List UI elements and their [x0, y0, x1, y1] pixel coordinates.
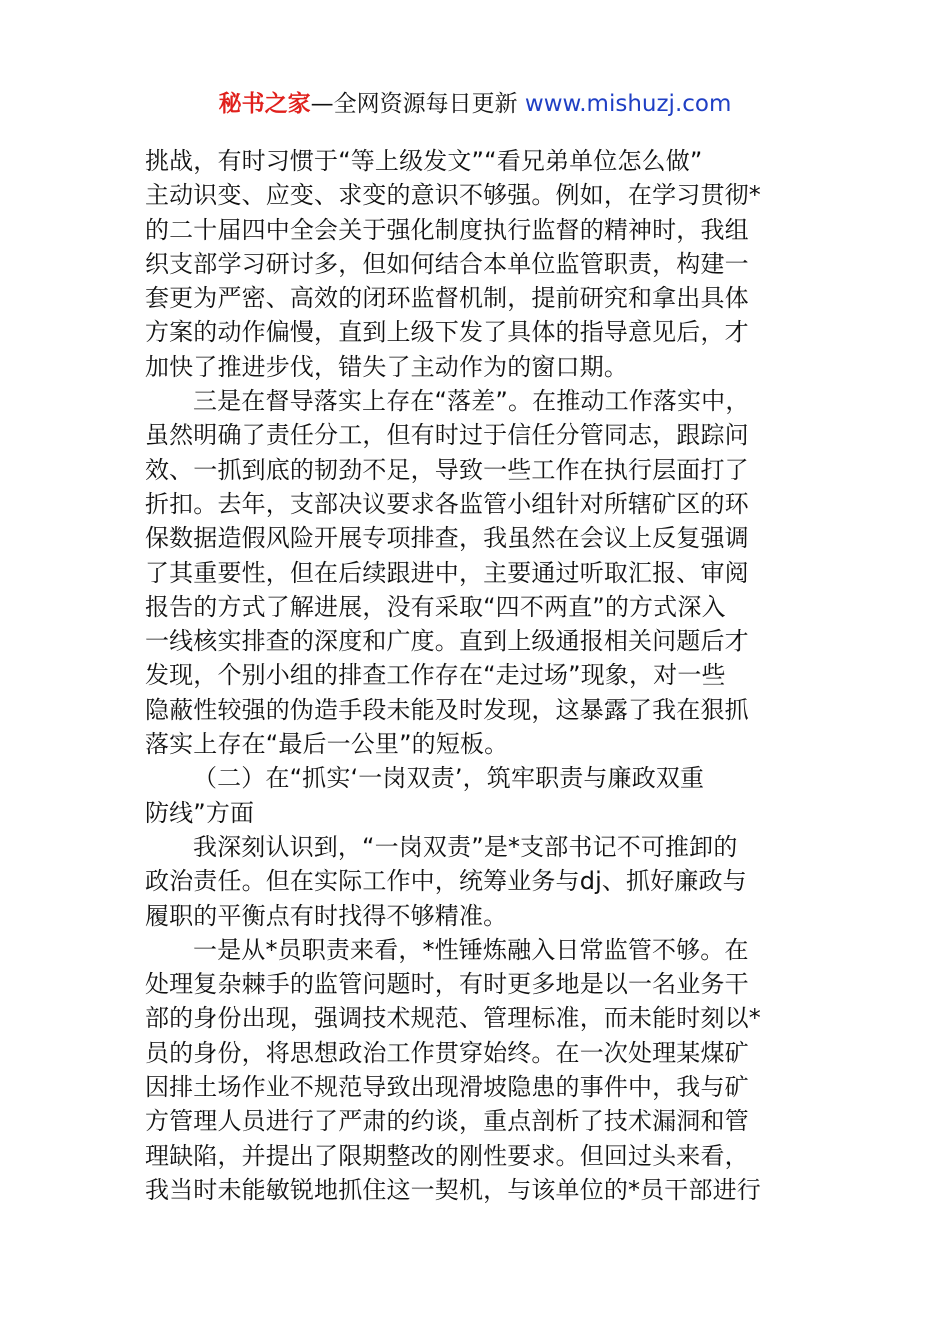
paragraph-start-line: 三是在督导落实上存在“落差”。在推动工作落实中， — [193, 387, 750, 416]
text-line: 套更为严密、高效的闭环监督机制，提前研究和拿出具体 — [145, 284, 749, 313]
site-url[interactable]: www.mishuzj.com — [524, 91, 732, 117]
text-line: 虽然明确了责任分工，但有时过于信任分管同志，跟踪问 — [145, 421, 749, 450]
text-line: 方案的动作偏慢，直到上级下发了具体的指导意见后，才 — [145, 318, 749, 347]
text-line: 了其重要性，但在后续跟进中，主要通过听取汇报、审阅 — [145, 558, 749, 587]
text-line: 加快了推进步伐，错失了主动作为的窗口期。 — [145, 352, 628, 381]
text-line: 保数据造假风险开展专项排查，我虽然在会议上反复强调 — [145, 524, 749, 553]
section-heading-line: 防线”方面 — [145, 798, 255, 827]
text-line: 理缺陷，并提出了限期整改的刚性要求。但回过头来看， — [145, 1141, 749, 1170]
text-line: 方管理人员进行了严肃的约谈，重点剖析了技术漏洞和管 — [145, 1107, 749, 1136]
text-line: 员的身份，将思想政治工作贯穿始终。在一次处理某煤矿 — [145, 1038, 749, 1067]
text-line: 发现，个别小组的排查工作存在“走过场”现象，对一些 — [145, 661, 726, 690]
header-tagline: —全网资源每日更新 — [310, 91, 525, 117]
text-line: 主动识变、应变、求变的意识不够强。例如，在学习贯彻* — [145, 181, 761, 210]
text-line: 的二十届四中全会关于强化制度执行监督的精神时，我组 — [145, 215, 749, 244]
paragraph-start-line: 我深刻认识到，“一岗双责”是*支部书记不可推卸的 — [193, 832, 738, 861]
text-line: 政治责任。但在实际工作中，统筹业务与dj、抓好廉政与 — [145, 867, 747, 896]
document-body — [145, 144, 815, 1207]
text-line: 报告的方式了解进展，没有采取“四不两直”的方式深入 — [145, 592, 726, 621]
site-header — [0, 88, 950, 120]
text-line: 我当时未能敏锐地抓住这一契机，与该单位的*员干部进行 — [145, 1175, 761, 1204]
section-heading-line: （二）在“抓实‘一岗双责’，筑牢职责与廉政双重 — [193, 764, 705, 793]
text-line: 处理复杂棘手的监管问题时，有时更多地是以一名业务干 — [145, 970, 749, 999]
brand-name: 秘书之家 — [218, 91, 311, 117]
text-line: 部的身份出现，强调技术规范、管理标准，而未能时刻以* — [145, 1004, 761, 1033]
paragraph-start-line: 一是从*员职责来看，*性锤炼融入日常监管不够。在 — [193, 935, 749, 964]
text-line: 挑战，有时习惯于“等上级发文”“看兄弟单位怎么做” — [145, 147, 703, 175]
text-line: 履职的平衡点有时找得不够精准。 — [145, 901, 508, 930]
text-line: 织支部学习研讨多，但如何结合本单位监管职责，构建一 — [145, 249, 749, 278]
text-line: 折扣。去年，支部决议要求各监管小组针对所辖矿区的环 — [145, 489, 749, 518]
text-line: 效、一抓到底的韧劲不足，导致一些工作在执行层面打了 — [145, 455, 749, 484]
text-line: 落实上存在“最后一公里”的短板。 — [145, 730, 509, 759]
text-line: 一线核实排查的深度和广度。直到上级通报相关问题后才 — [145, 627, 749, 656]
text-line: 因排土场作业不规范导致出现滑坡隐患的事件中，我与矿 — [145, 1073, 749, 1102]
text-line: 隐蔽性较强的伪造手段未能及时发现，这暴露了我在狠抓 — [145, 695, 749, 724]
